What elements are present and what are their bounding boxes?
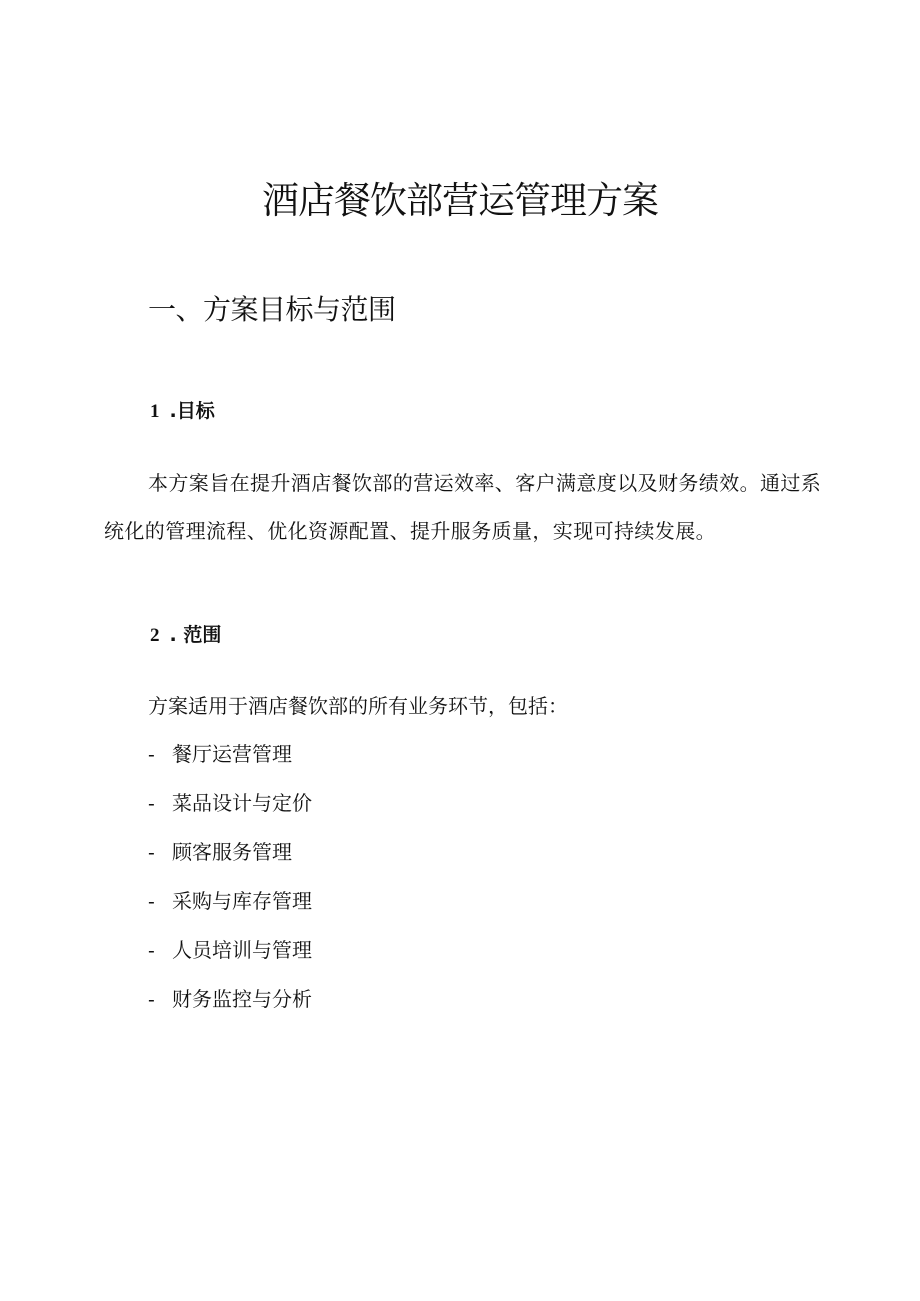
section-heading: 一、方案目标与范围: [148, 293, 396, 326]
list-item: [148, 877, 312, 926]
list-item: [148, 730, 312, 779]
scope-label: . 范围: [169, 624, 222, 646]
goal-paragraph: [104, 459, 824, 555]
goal-number: 1: [150, 401, 160, 422]
scope-list: [148, 730, 312, 1024]
scope-heading: [150, 622, 221, 649]
scope-intro: 方案适用于酒店餐饮部的所有业务环节，包括：: [148, 694, 568, 718]
list-bullet: -: [148, 889, 155, 913]
list-item-text: 顾客服务管理: [172, 840, 292, 864]
list-item-text: 财务监控与分析: [172, 987, 312, 1011]
goal-heading: [150, 398, 215, 425]
list-item-text: 人员培训与管理: [172, 938, 312, 962]
list-bullet: -: [148, 791, 155, 815]
list-bullet: -: [148, 987, 155, 1011]
list-bullet: -: [148, 742, 155, 766]
list-bullet: -: [148, 840, 155, 864]
document-title: 酒店餐饮部营运管理方案: [262, 179, 658, 222]
goal-label: .目标: [169, 400, 215, 422]
list-bullet: -: [148, 938, 155, 962]
list-item-text: 菜品设计与定价: [172, 791, 312, 815]
list-item: [148, 926, 312, 975]
list-item: [148, 828, 312, 877]
list-item: [148, 975, 312, 1024]
list-item-text: 餐厅运营管理: [172, 742, 292, 766]
goal-text: 本方案旨在提升酒店餐饮部的营运效率、客户满意度以及财务绩效。通过系统化的管理流程、优化资源配置、提升服务质量，实现可持续发展。: [104, 471, 822, 543]
list-item: [148, 779, 312, 828]
scope-number: 2: [150, 625, 160, 646]
list-item-text: 采购与库存管理: [172, 889, 312, 913]
